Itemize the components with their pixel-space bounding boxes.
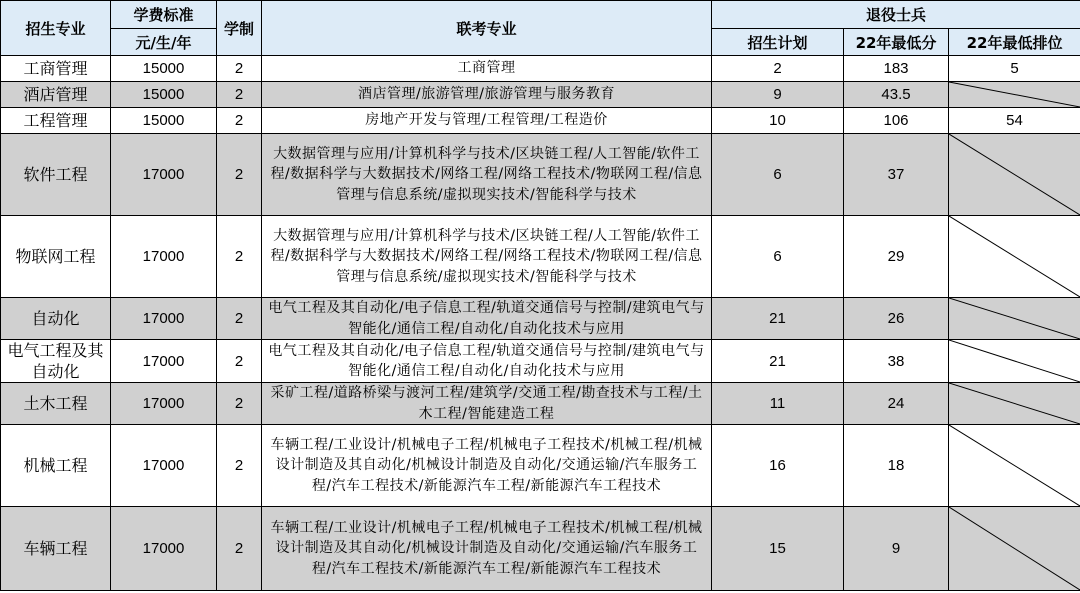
tuition-cell: 15000 xyxy=(111,56,217,82)
major-cell: 物联网工程 xyxy=(1,216,111,298)
duration-cell: 2 xyxy=(217,340,262,383)
table-row xyxy=(1,298,1080,340)
min-rank-cell: 5 xyxy=(949,56,1080,82)
plan-cell: 21 xyxy=(712,340,844,383)
header-min-score: 22年最低分 xyxy=(844,29,949,56)
min-rank-empty-cell xyxy=(949,216,1080,298)
major-cell: 工商管理 xyxy=(1,56,111,82)
major-cell: 土木工程 xyxy=(1,383,111,425)
table-row xyxy=(1,56,1080,82)
min-rank-empty-cell xyxy=(949,340,1080,383)
min-rank-empty-cell xyxy=(949,134,1080,216)
plan-cell: 10 xyxy=(712,108,844,134)
major-cell: 酒店管理 xyxy=(1,82,111,108)
diagonal-slash-icon xyxy=(949,82,1080,107)
duration-cell: 2 xyxy=(217,298,262,340)
diagonal-slash-icon xyxy=(949,216,1080,297)
major-cell: 工程管理 xyxy=(1,108,111,134)
min-score-cell: 18 xyxy=(844,425,949,507)
min-score-cell: 26 xyxy=(844,298,949,340)
duration-cell: 2 xyxy=(217,82,262,108)
header-major: 招生专业 xyxy=(1,1,111,56)
major-cell: 电气工程及其自动化 xyxy=(1,340,111,383)
min-rank-empty-cell xyxy=(949,383,1080,425)
table-row xyxy=(1,108,1080,134)
tuition-cell: 17000 xyxy=(111,216,217,298)
duration-cell: 2 xyxy=(217,134,262,216)
duration-cell: 2 xyxy=(217,216,262,298)
plan-cell: 6 xyxy=(712,216,844,298)
header-joint-exam: 联考专业 xyxy=(262,1,712,56)
joint-exam-cell: 工商管理 xyxy=(262,56,712,82)
table-row xyxy=(1,216,1080,298)
diagonal-slash-icon xyxy=(949,340,1080,382)
min-score-cell: 43.5 xyxy=(844,82,949,108)
table-row xyxy=(1,507,1080,591)
plan-cell: 11 xyxy=(712,383,844,425)
min-score-cell: 106 xyxy=(844,108,949,134)
major-cell: 机械工程 xyxy=(1,425,111,507)
joint-exam-cell: 大数据管理与应用/计算机科学与技术/区块链工程/人工智能/软件工程/数据科学与大数据技术/网络工程/网络工程技术/物联网工程/信息管理与信息系统/虚拟现实技术/智能科学与技术 xyxy=(262,216,712,298)
joint-exam-cell: 大数据管理与应用/计算机科学与技术/区块链工程/人工智能/软件工程/数据科学与大数据技术/网络工程/网络工程技术/物联网工程/信息管理与信息系统/虚拟现实技术/智能科学与技术 xyxy=(262,134,712,216)
joint-exam-cell: 酒店管理/旅游管理/旅游管理与服务教育 xyxy=(262,82,712,108)
min-score-cell: 9 xyxy=(844,507,949,591)
min-score-cell: 29 xyxy=(844,216,949,298)
table-row xyxy=(1,82,1080,108)
tuition-cell: 17000 xyxy=(111,298,217,340)
plan-cell: 21 xyxy=(712,298,844,340)
header-min-rank: 22年最低排位 xyxy=(949,29,1080,56)
joint-exam-cell: 电气工程及其自动化/电子信息工程/轨道交通信号与控制/建筑电气与智能化/通信工程/自动化/自动化技术与应用 xyxy=(262,340,712,383)
min-rank-empty-cell xyxy=(949,82,1080,108)
diagonal-slash-icon xyxy=(949,298,1080,339)
plan-cell: 2 xyxy=(712,56,844,82)
duration-cell: 2 xyxy=(217,425,262,507)
min-rank-empty-cell xyxy=(949,425,1080,507)
tuition-cell: 17000 xyxy=(111,340,217,383)
duration-cell: 2 xyxy=(217,56,262,82)
header-tuition: 学费标准 xyxy=(111,1,217,29)
table-body xyxy=(1,56,1080,591)
table-row xyxy=(1,425,1080,507)
duration-cell: 2 xyxy=(217,507,262,591)
min-score-cell: 37 xyxy=(844,134,949,216)
major-cell: 自动化 xyxy=(1,298,111,340)
min-score-cell: 183 xyxy=(844,56,949,82)
major-cell: 软件工程 xyxy=(1,134,111,216)
diagonal-slash-icon xyxy=(949,425,1080,506)
min-rank-empty-cell xyxy=(949,298,1080,340)
min-rank-empty-cell xyxy=(949,507,1080,591)
joint-exam-cell: 车辆工程/工业设计/机械电子工程/机械电子工程技术/机械工程/机械设计制造及其自动化/机械设计制造及自动化/交通运输/汽车服务工程/汽车工程技术/新能源汽车工程/新能源汽车工程技术 xyxy=(262,425,712,507)
tuition-cell: 15000 xyxy=(111,108,217,134)
tuition-cell: 17000 xyxy=(111,134,217,216)
plan-cell: 6 xyxy=(712,134,844,216)
min-rank-cell: 54 xyxy=(949,108,1080,134)
header-tuition-unit: 元/生/年 xyxy=(111,29,217,56)
duration-cell: 2 xyxy=(217,108,262,134)
joint-exam-cell: 房地产开发与管理/工程管理/工程造价 xyxy=(262,108,712,134)
tuition-cell: 17000 xyxy=(111,425,217,507)
diagonal-slash-icon xyxy=(949,134,1080,215)
table-row xyxy=(1,134,1080,216)
joint-exam-cell: 采矿工程/道路桥梁与渡河工程/建筑学/交通工程/勘查技术与工程/土木工程/智能建造工程 xyxy=(262,383,712,425)
table-row xyxy=(1,340,1080,383)
min-score-cell: 38 xyxy=(844,340,949,383)
header-duration: 学制 xyxy=(217,1,262,56)
joint-exam-cell: 车辆工程/工业设计/机械电子工程/机械电子工程技术/机械工程/机械设计制造及其自动化/机械设计制造及自动化/交通运输/汽车服务工程/汽车工程技术/新能源汽车工程/新能源汽车工程技术 xyxy=(262,507,712,591)
duration-cell: 2 xyxy=(217,383,262,425)
diagonal-slash-icon xyxy=(949,383,1080,424)
plan-cell: 16 xyxy=(712,425,844,507)
table-header xyxy=(1,1,1080,56)
header-plan: 招生计划 xyxy=(712,29,844,56)
plan-cell: 9 xyxy=(712,82,844,108)
tuition-cell: 17000 xyxy=(111,507,217,591)
joint-exam-cell: 电气工程及其自动化/电子信息工程/轨道交通信号与控制/建筑电气与智能化/通信工程/自动化/自动化技术与应用 xyxy=(262,298,712,340)
table-row xyxy=(1,383,1080,425)
tuition-cell: 17000 xyxy=(111,383,217,425)
major-cell: 车辆工程 xyxy=(1,507,111,591)
tuition-cell: 15000 xyxy=(111,82,217,108)
min-score-cell: 24 xyxy=(844,383,949,425)
plan-cell: 15 xyxy=(712,507,844,591)
diagonal-slash-icon xyxy=(949,507,1080,590)
header-veteran: 退役士兵 xyxy=(712,1,1080,29)
